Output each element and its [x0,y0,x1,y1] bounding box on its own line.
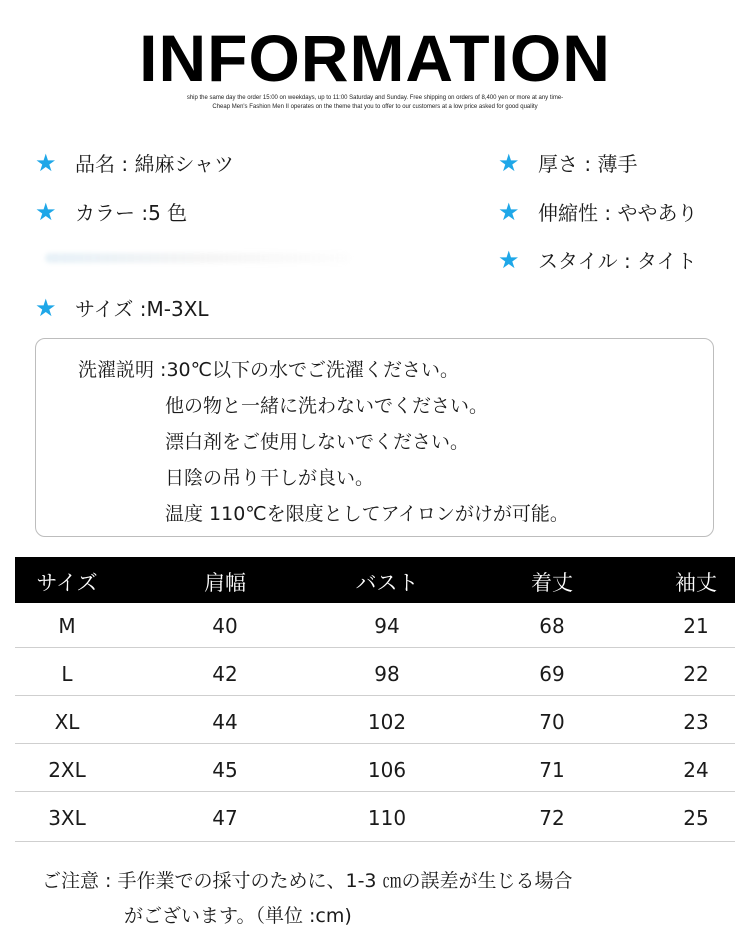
cell-bust: 106 [367,758,407,782]
spec-style-text: スタイル : タイト [538,249,697,273]
page-title: INFORMATION [139,21,611,95]
table-row [15,603,735,651]
cell-length: 68 [539,614,565,638]
cell-bust: 98 [374,662,400,686]
cell-shoulder: 45 [212,758,238,782]
cell-shoulder: 42 [212,662,238,686]
cell-size: 2XL [48,758,86,782]
cell-bust: 110 [367,806,407,830]
row-divider [15,647,735,648]
cell-length: 72 [539,806,565,830]
table-row [15,651,735,699]
spec-style [498,245,697,274]
cell-shoulder: 40 [212,614,238,638]
star-icon: ★ [35,148,57,177]
cell-sleeve: 23 [683,710,709,734]
care-line-3: 漂白剤をご使用しないでください。 [165,431,470,453]
cell-length: 69 [539,662,565,686]
cell-sleeve: 21 [683,614,709,638]
cell-length: 70 [539,710,565,734]
spec-stretch [498,197,697,226]
measurement-note-line-2: がございます。（単位 :cm) [124,905,352,927]
cell-shoulder: 44 [212,710,238,734]
tagline-theme: Cheap Men's Fashion Men II operates on the theme that you to offer to our customers at a low price asked for good quality [212,104,538,110]
cell-size: 3XL [48,806,86,830]
spec-stretch-text: 伸縮性 : ややあり [538,201,698,225]
cell-sleeve: 24 [683,758,709,782]
row-divider [15,743,735,744]
cell-size: L [61,662,73,686]
care-line-4: 日陰の吊り干しが良い。 [165,467,375,489]
header-length: 着丈 [531,571,573,595]
header-shoulder: 肩幅 [204,571,246,595]
tagline-shipping: ship the same day the order 15:00 on weekdays, up to 11:00 Saturday and Sunday. Free shipping on orders of 8,400 yen or more at any time- [186,95,564,101]
care-line-5: 温度 110℃を限度としてアイロンがけが可能。 [165,503,569,525]
care-line-1: 洗濯説明 :30℃以下の水でご洗濯ください。 [78,359,459,381]
spec-thickness [498,148,637,177]
cell-sleeve: 22 [683,662,709,686]
star-icon: ★ [498,245,520,274]
spec-size-text: サイズ :M-3XL [75,297,209,321]
spec-color [35,197,187,226]
table-row [15,699,735,747]
star-icon: ★ [35,293,57,322]
cell-shoulder: 47 [212,806,238,830]
row-divider [15,695,735,696]
spec-size [35,293,209,322]
cell-bust: 94 [374,614,400,638]
blurred-text-line [45,253,350,263]
row-divider [15,791,735,792]
cell-bust: 102 [367,710,407,734]
star-icon: ★ [498,197,520,226]
spec-thickness-text: 厚さ : 薄手 [538,152,638,176]
star-icon: ★ [498,148,520,177]
spec-product-text: 品名 : 綿麻シャツ [75,152,235,176]
cell-sleeve: 25 [683,806,709,830]
row-divider [15,841,735,842]
header-bust: バスト [355,571,419,595]
cell-size: M [58,614,76,638]
size-table-header [15,557,735,603]
measurement-note-line-1: ご注意 : 手作業での採寸のために、1-3 ㎝の誤差が生じる場合 [42,870,573,892]
star-icon: ★ [35,197,57,226]
spec-color-text: カラー :5 色 [75,201,188,225]
spec-product [35,148,234,177]
cell-length: 71 [539,758,565,782]
cell-size: XL [54,710,80,734]
table-row [15,747,735,795]
care-line-2: 他の物と一緒に洗わないでください。 [165,395,489,417]
table-row [15,795,735,843]
header-sleeve: 袖丈 [675,571,717,595]
header-size: サイズ [36,571,98,595]
